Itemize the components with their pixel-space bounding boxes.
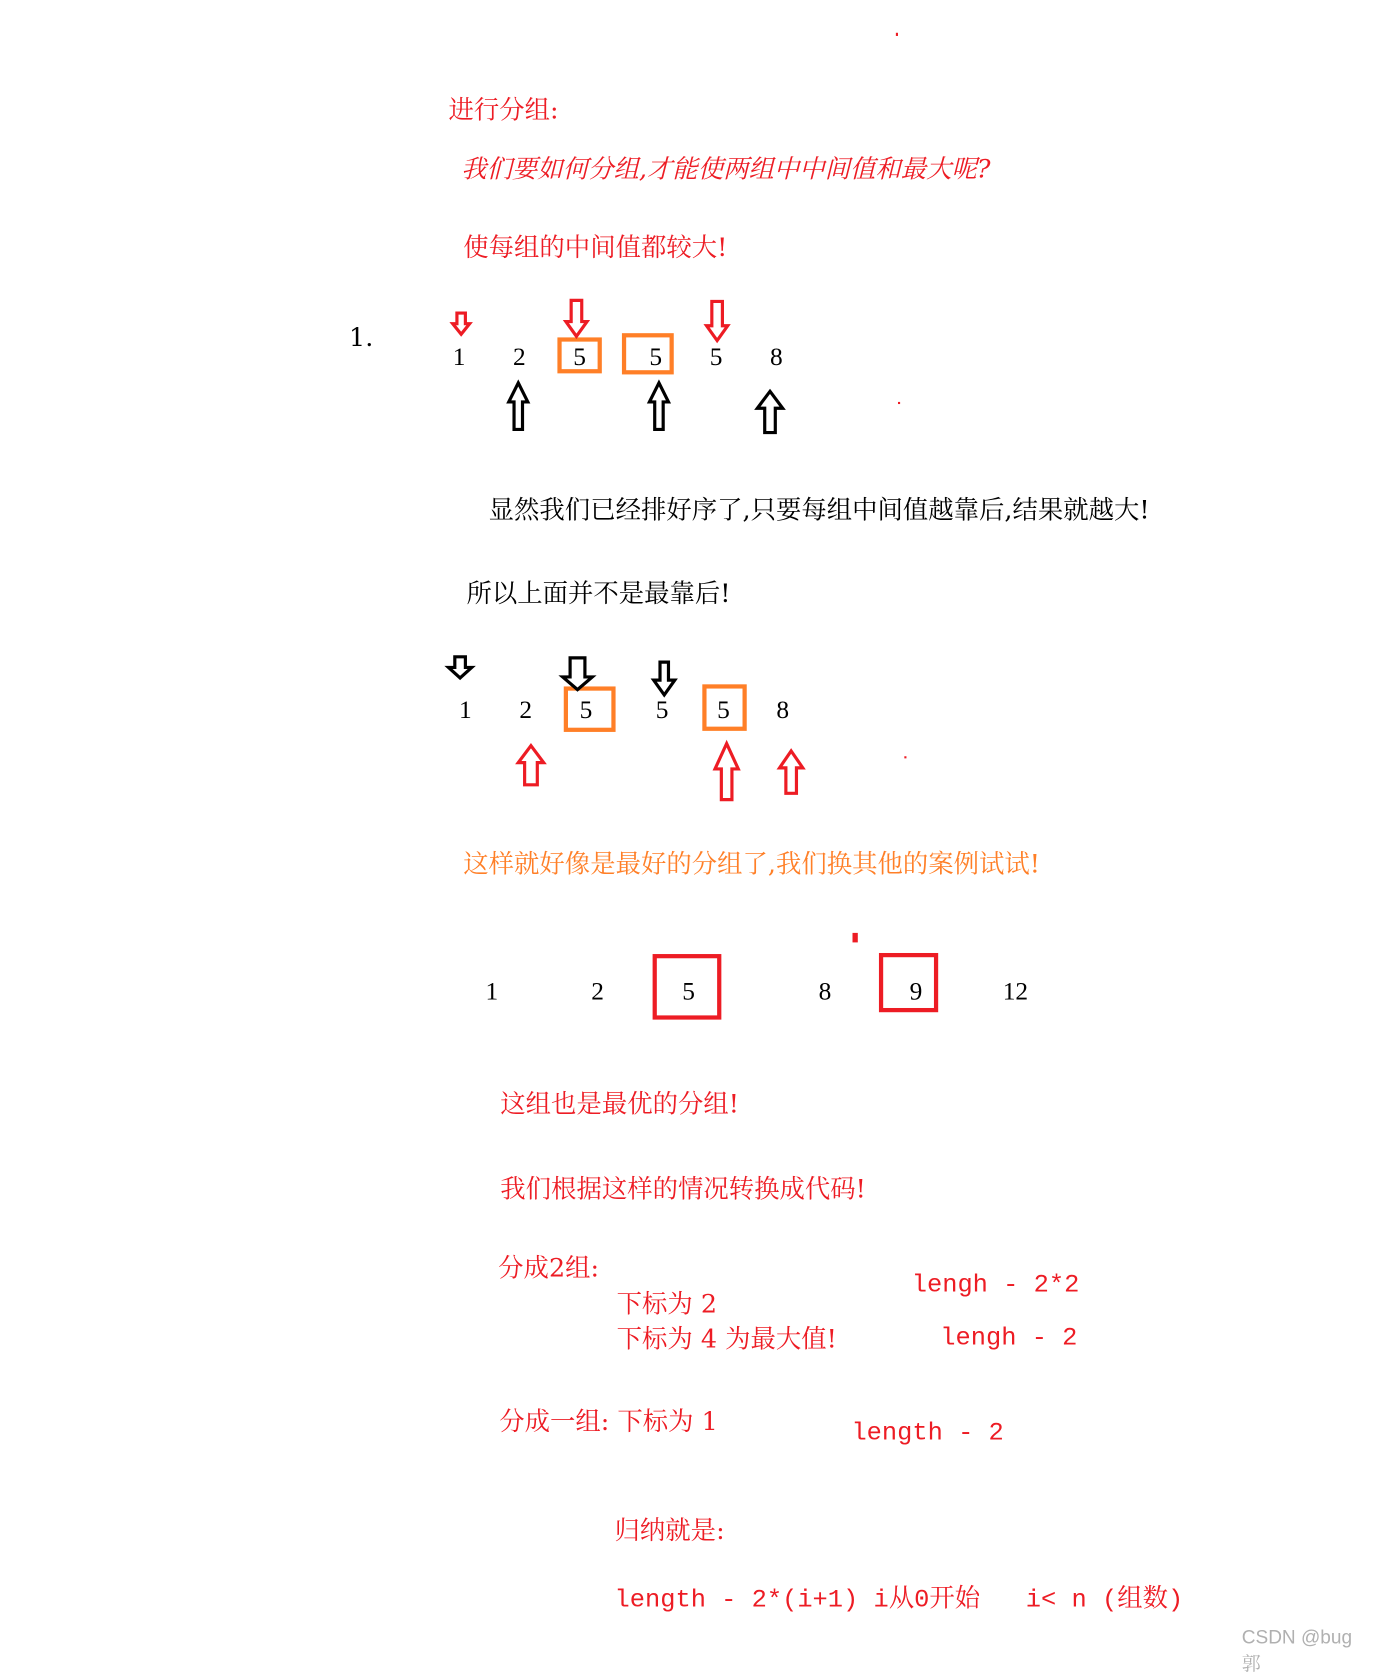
up-arrow-icon: [509, 383, 528, 430]
number: 1: [452, 343, 466, 372]
number: 5: [717, 697, 730, 725]
two-groups-formula2: lengh - 2: [940, 1324, 1078, 1353]
two-groups-index1: 下标为 2: [616, 1289, 718, 1319]
one-group-label: 分成一组: 下标为 1: [499, 1406, 718, 1437]
number: 5: [655, 697, 669, 725]
up-arrow-icon: [780, 751, 803, 793]
number: 5: [649, 343, 663, 372]
two-groups-label: 分成2组:: [498, 1253, 600, 1283]
conclusion: 所以上面并不是最靠后!: [466, 578, 731, 609]
number: 8: [770, 343, 783, 372]
up-arrow-icon: [518, 746, 543, 785]
explanation: 显然我们已经排好序了,只要每组中间值越靠后,结果就越大!: [488, 495, 1150, 525]
down-arrow-icon: [448, 657, 471, 678]
number: 2: [512, 343, 526, 372]
watermark: CSDN @bug 郭: [1241, 1626, 1353, 1675]
summary-formula: length - 2*(i+1) i从0开始 i< n (组数): [614, 1586, 1184, 1616]
number: 8: [818, 978, 832, 1006]
number: 1: [459, 697, 472, 725]
two-groups-index2: 下标为 4 为最大值!: [616, 1324, 837, 1354]
number: 5: [573, 343, 586, 372]
case-label: 1.: [349, 322, 374, 353]
number: 12: [1002, 978, 1029, 1006]
number: 2: [591, 978, 604, 1006]
number: 5: [682, 978, 695, 1006]
up-arrow-icon: [757, 391, 782, 432]
question: 我们要如何分组,才能使两组中中间值和最大呢?: [461, 154, 991, 185]
down-arrow-icon: [654, 662, 675, 695]
down-arrow-icon: [707, 301, 728, 340]
to-code-note: 我们根据这样的情况转换成代码!: [500, 1174, 866, 1204]
up-arrow-icon: [649, 383, 668, 430]
optimal-note: 这组也是最优的分组!: [500, 1089, 739, 1120]
number: 8: [776, 697, 790, 725]
best-grouping-note: 这样就好像是最好的分组了,我们换其他的案例试试!: [463, 849, 1041, 879]
summary-label: 归纳就是:: [614, 1515, 725, 1546]
down-arrow-icon: [453, 313, 470, 334]
hint: 使每组的中间值都较大!: [463, 232, 728, 263]
down-arrow-icon: [563, 658, 593, 690]
up-arrow-icon: [715, 744, 738, 800]
number: 2: [519, 697, 533, 725]
heading: 进行分组:: [448, 95, 559, 125]
number: 5: [579, 697, 593, 725]
down-arrow-icon: [566, 300, 587, 336]
number: 9: [909, 978, 923, 1006]
number: 5: [709, 343, 723, 372]
number: 1: [485, 978, 499, 1006]
two-groups-formula1: lengh - 2*2: [911, 1271, 1080, 1300]
one-group-formula: length - 2: [851, 1419, 1004, 1448]
